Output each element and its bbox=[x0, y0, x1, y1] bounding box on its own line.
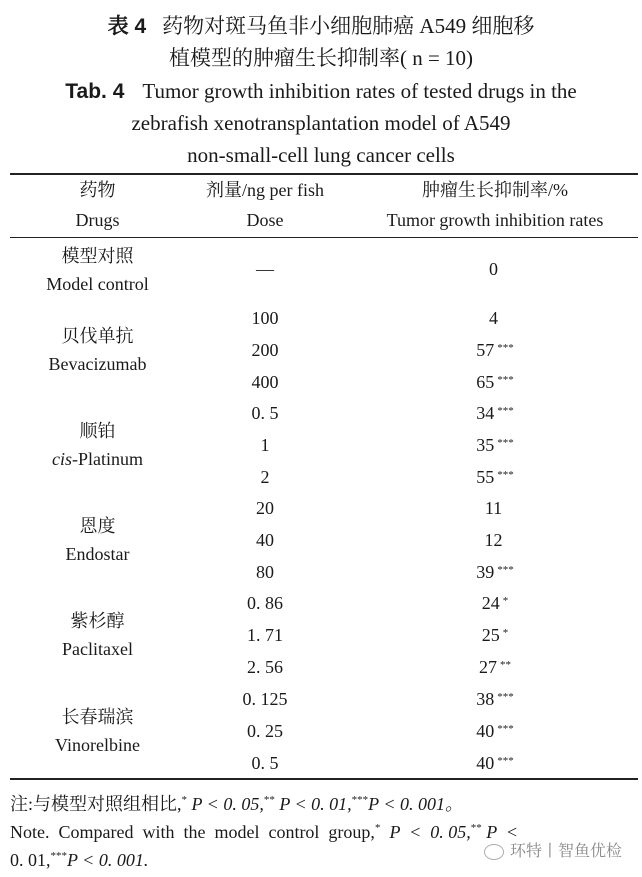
title-cn-line2: 植模型的肿瘤生长抑制率( n = 10) bbox=[168, 46, 474, 70]
header-rate-cn: 肿瘤生长抑制率/% bbox=[422, 180, 568, 200]
note-en-line1: Note. Compared with the model control group,* P < 0. 05,** P < bbox=[10, 822, 519, 842]
bottom-rule bbox=[10, 778, 638, 780]
title-en-line1: Tumor growth inhibition rates of tested drugs in the bbox=[142, 79, 577, 103]
rate-cell: 65 *** bbox=[476, 372, 514, 392]
title-en-line3: non-small-cell lung cancer cells bbox=[187, 143, 455, 167]
drug-name-cn: 长春瑞滨 bbox=[61, 707, 134, 727]
dose-cell: 40 bbox=[256, 530, 274, 550]
drug-name-cn: 顺铂 bbox=[79, 421, 116, 441]
dose-cell: 1 bbox=[260, 435, 270, 455]
rate-cell: 4 bbox=[489, 308, 498, 328]
dose-cell: 0. 5 bbox=[251, 403, 279, 423]
note-en-line2: 0. 01,***P < 0. 001. bbox=[10, 850, 149, 870]
rate-cell: 34 *** bbox=[476, 403, 514, 423]
rate-cell: 25 * bbox=[481, 625, 509, 645]
drug-name-en: Model control bbox=[46, 274, 149, 294]
dose-cell: 20 bbox=[256, 498, 274, 518]
drug-name-cn: 贝伐单抗 bbox=[61, 326, 134, 346]
dose-cell: 100 bbox=[251, 308, 279, 328]
title-en-line2: zebrafish xenotransplantation model of A549 bbox=[131, 111, 511, 135]
wechat-icon bbox=[484, 844, 504, 860]
rate-cell: 40 *** bbox=[476, 721, 514, 741]
dose-cell: 0. 125 bbox=[242, 689, 288, 709]
dose-cell: 2 bbox=[260, 467, 270, 487]
drug-name-cn: 模型对照 bbox=[61, 246, 134, 266]
dose-cell: 400 bbox=[251, 372, 279, 392]
header-dose-en: Dose bbox=[246, 210, 284, 230]
rate-cell: 57 *** bbox=[476, 340, 514, 360]
rate-cell: 24 * bbox=[481, 593, 509, 613]
dose-cell: 1. 71 bbox=[247, 625, 283, 645]
table-label-cn: 表 4 bbox=[107, 15, 147, 38]
top-rule bbox=[10, 173, 638, 175]
header-rate-en: Tumor growth inhibition rates bbox=[386, 210, 604, 230]
rate-cell: 39 *** bbox=[476, 562, 514, 582]
rate-cell: 40 *** bbox=[476, 753, 514, 773]
header-drugs-cn: 药物 bbox=[79, 180, 116, 200]
table-title-en bbox=[0, 75, 642, 108]
dose-cell: — bbox=[256, 259, 274, 279]
note-cn: 注:与模型对照组相比,* P < 0. 05,** P < 0. 01,***P < 0. 001。 bbox=[10, 794, 463, 814]
drug-name-en: Vinorelbine bbox=[55, 735, 140, 755]
watermark: 环特丨智鱼优检 bbox=[484, 838, 622, 861]
rate-cell: 0 bbox=[489, 259, 498, 279]
table-title-cn bbox=[0, 10, 642, 43]
dose-cell: 80 bbox=[256, 562, 274, 582]
dose-cell: 0. 5 bbox=[251, 753, 279, 773]
rate-cell: 11 bbox=[484, 498, 503, 518]
rate-cell: 38 *** bbox=[476, 689, 514, 709]
header-dose-cn: 剂量/ng per fish bbox=[206, 180, 324, 200]
drug-name-en: Bevacizumab bbox=[48, 354, 147, 374]
drug-name-en: Paclitaxel bbox=[62, 639, 133, 659]
title-cn-line1: 药物对斑马鱼非小细胞肺癌 A549 细胞移 bbox=[162, 14, 535, 38]
rate-cell: 27 ** bbox=[479, 657, 511, 677]
dose-cell: 0. 25 bbox=[247, 721, 283, 741]
drug-name-en: cis-Platinum bbox=[52, 449, 143, 469]
drug-name-cn: 紫杉醇 bbox=[70, 611, 125, 631]
rate-cell: 55 *** bbox=[476, 467, 514, 487]
drug-name-en: Endostar bbox=[65, 544, 130, 564]
header-drugs-en: Drugs bbox=[75, 210, 120, 230]
drug-name-cn: 恩度 bbox=[79, 516, 116, 536]
table-label-en: Tab. 4 bbox=[65, 80, 125, 103]
rate-cell: 12 bbox=[484, 530, 503, 550]
rate-cell: 35 *** bbox=[476, 435, 514, 455]
header-rule bbox=[10, 237, 638, 238]
dose-cell: 2. 56 bbox=[247, 657, 283, 677]
dose-cell: 0. 86 bbox=[247, 593, 283, 613]
dose-cell: 200 bbox=[251, 340, 279, 360]
